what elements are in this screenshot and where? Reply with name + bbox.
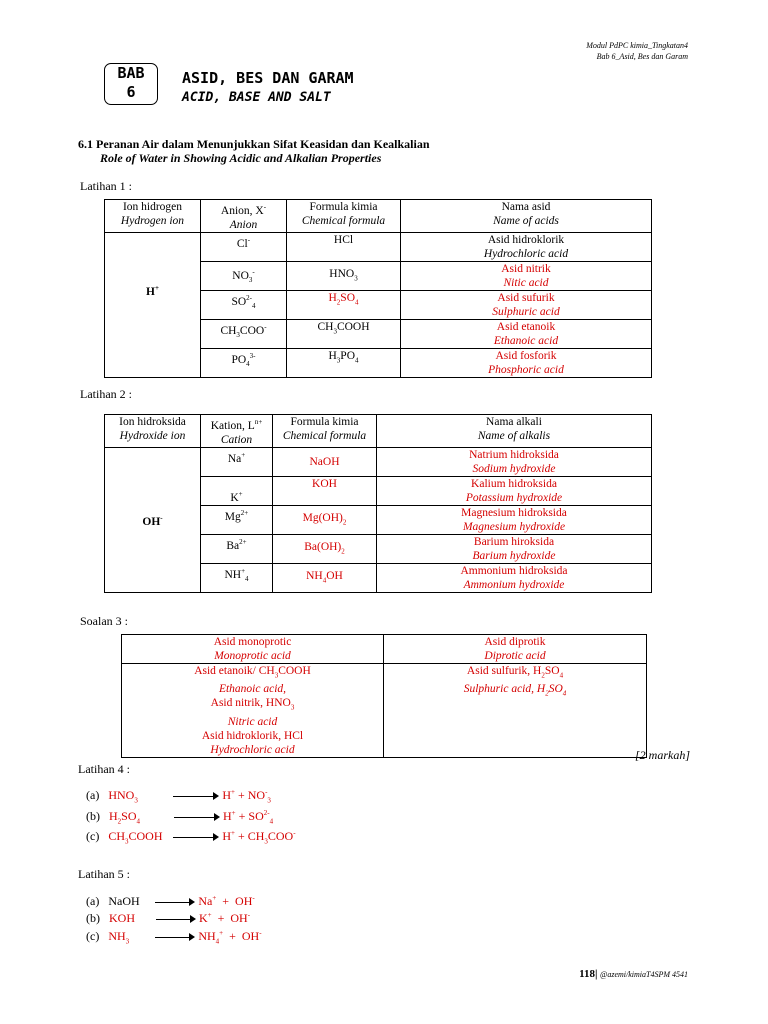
formula-cell: HCl: [287, 232, 401, 261]
anion-cell: $SO^{2-}_4$: [201, 290, 287, 319]
list-item: Asid nitrik, $HNO_3$: [210, 697, 295, 712]
formula-cell: $H_3PO_4$: [287, 348, 401, 377]
table-row: [105, 232, 652, 261]
latihan1-label: Latihan 1 :: [80, 179, 132, 193]
formula-cell: $H_2SO_4$: [287, 290, 401, 319]
diprotic-list: [384, 664, 647, 758]
anion-cell: $CH_3COO^-$: [201, 319, 287, 348]
table-row: [105, 447, 652, 476]
chapter-number: 6: [126, 83, 136, 101]
latihan2-table: [104, 414, 652, 593]
formula-cell: $HNO_3$: [287, 261, 401, 290]
ion-cell: H+: [105, 232, 201, 377]
name-cell: Asid hidroklorik Hydrochloric acid: [401, 232, 652, 261]
section-title: 6.1 Peranan Air dalam Menunjukkan Sifat Keasidan dan Kealkalian: [78, 137, 430, 151]
name-cell: Asid nitrik Nitic acid: [401, 261, 652, 290]
list-item: Asid hidroklorik, HCl: [201, 729, 304, 742]
arrow-icon: [173, 833, 219, 841]
latihan2-label: Latihan 2 :: [80, 387, 132, 401]
header-cell: Nama alkali Name of alkalis: [377, 415, 652, 448]
cation-cell: $NH^+_4$: [201, 563, 273, 592]
name-cell: Natrium hidroksida Sodium hydroxide: [377, 447, 652, 476]
name-cell: Barium hiroksida Barium hydroxide: [377, 534, 652, 563]
anion-cell: $NO_3^-$: [201, 261, 287, 290]
equation-row: (c) $NH_3$ $NH_4^+ + OH^-$: [86, 929, 262, 946]
table-header-row: [105, 415, 652, 448]
chapter-label: BAB: [117, 64, 145, 82]
arrow-icon: [155, 898, 195, 906]
chapter-subtitle: ACID, BASE AND SALT: [182, 90, 331, 105]
name-cell: Kalium hidroksida Potassium hydroxide: [377, 476, 652, 505]
header-line1: Modul PdPC kimia_Tingkatan4: [586, 41, 688, 50]
section-heading: [78, 137, 430, 165]
equation-row: (a) $HNO_3$ $H^+ + NO^-_3$: [86, 788, 271, 805]
name-cell: Asid etanoik Ethanoic acid: [401, 319, 652, 348]
name-cell: Asid fosforik Phosphoric acid: [401, 348, 652, 377]
formula-cell: $NH_4OH$: [273, 563, 377, 592]
equation-row: (b) KOH K+ + OH-: [86, 911, 251, 925]
header-cell: Ion hidrogen Hydrogen ion: [105, 200, 201, 233]
formula-cell: KOH: [273, 476, 377, 505]
latihan1-table: [104, 199, 652, 378]
name-cell: Ammonium hidroksida Ammonium hydroxide: [377, 563, 652, 592]
anion-cell: Cl-: [201, 232, 287, 261]
equation-row: (b) $H_2SO_4$ $H^+ + SO^{2-}_4$: [86, 809, 274, 826]
name-cell: Asid sufurik Sulphuric acid: [401, 290, 652, 319]
list-item: Asid sulfurik, $H_2SO_4$: [466, 665, 564, 680]
list-item: Hydrochloric acid: [210, 743, 295, 756]
list-item: Nitric acid: [227, 715, 278, 728]
anion-cell: $PO_4^{3-}$: [201, 348, 287, 377]
chapter-title: ASID, BES DAN GARAM: [182, 69, 354, 87]
soalan3-label: Soalan 3 :: [80, 614, 128, 628]
list-item: Ethanoic acid,: [218, 683, 287, 696]
list-item: Sulphuric acid, $H_2SO_4$: [463, 683, 567, 698]
table-row: [122, 664, 647, 758]
name-cell: Magnesium hidroksida Magnesium hydroxide: [377, 505, 652, 534]
cation-cell: $Mg^{2+}$: [201, 505, 273, 534]
table-header-row: [122, 635, 647, 664]
footer-credit: @azemi/kimiaT4SPM 4541: [599, 970, 688, 979]
formula-cell: $Mg(OH)_2$: [273, 505, 377, 534]
header-cell: Asid monoprotic Monoprotic acid: [122, 635, 384, 664]
list-item: Asid etanoik/ $CH_3COOH$: [194, 665, 311, 680]
formula-cell: NaOH: [273, 447, 377, 476]
soalan3-table: [121, 634, 647, 758]
monoprotic-list: [122, 664, 384, 758]
formula-cell: $Ba(OH)_2$: [273, 534, 377, 563]
marks-label: [2 markah]: [634, 748, 690, 762]
section-subtitle: Role of Water in Showing Acidic and Alkalian Properties: [100, 151, 382, 165]
ion-cell: OH-: [105, 447, 201, 592]
page-footer: [579, 968, 688, 980]
latihan4-label: Latihan 4 :: [78, 762, 130, 776]
cation-cell: Na+: [201, 447, 273, 476]
cation-cell: K+: [201, 476, 273, 505]
table-header-row: [105, 200, 652, 233]
arrow-icon: [173, 792, 219, 800]
header-cell: Asid diprotik Diprotic acid: [384, 635, 647, 664]
chapter-badge: [104, 63, 158, 105]
cation-cell: $Ba^{2+}$: [201, 534, 273, 563]
header-cell: Formula kimia Chemical formula: [287, 200, 401, 233]
header-cell: Formula kimia Chemical formula: [273, 415, 377, 448]
page-header: [586, 40, 688, 62]
equation-row: (a) NaOH Na+ + OH-: [86, 894, 255, 908]
formula-cell: $CH_3COOH$: [287, 319, 401, 348]
latihan5-label: Latihan 5 :: [78, 867, 130, 881]
arrow-icon: [174, 813, 220, 821]
arrow-icon: [155, 933, 195, 941]
header-cell: Anion, X- Anion: [201, 200, 287, 233]
header-cell: Nama asid Name of acids: [401, 200, 652, 233]
arrow-icon: [156, 915, 196, 923]
header-line2: Bab 6_Asid, Bes dan Garam: [596, 52, 688, 61]
equation-row: (c) $CH_3COOH$ $H^+ + CH_3COO^-$: [86, 829, 296, 846]
header-cell: Ion hidroksida Hydroxide ion: [105, 415, 201, 448]
header-cell: Kation, $L^{n+}$ Cation: [201, 415, 273, 448]
page-number: 118|: [579, 968, 598, 980]
